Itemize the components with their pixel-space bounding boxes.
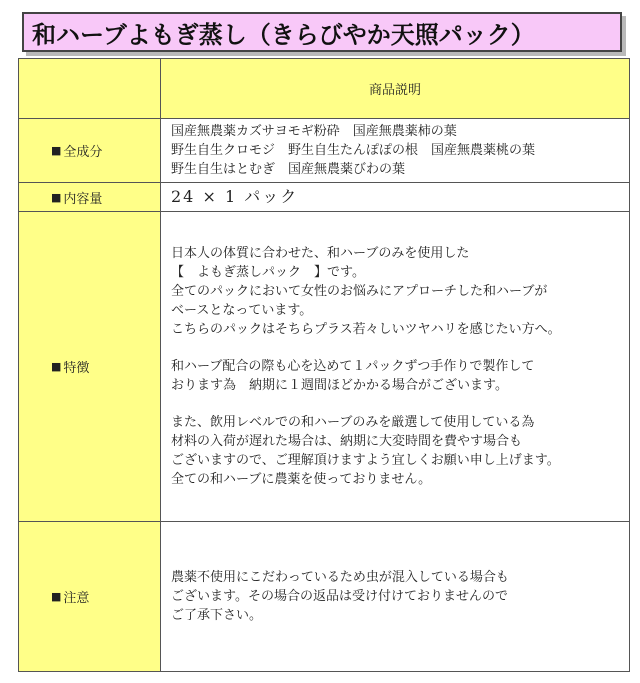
features-line: 日本人の体質に合わせた、和ハーブのみを使用した: [171, 246, 470, 261]
quantity-label: 内容量: [63, 191, 103, 207]
caution-line: ご了承下さい。: [171, 608, 263, 623]
features-line: 和ハーブ配合の際も心を込めて１パックずつ手作りで製作して: [171, 359, 535, 374]
ingredients-content: [161, 119, 630, 183]
features-line: また、飲用レベルでの和ハーブのみを厳選して使用している為: [171, 415, 535, 430]
features-line: おります為 納期に１週間ほどかかる場合がございます。: [171, 378, 508, 393]
table-header-row: [19, 59, 630, 119]
ingredients-line: 野生自生クロモジ 野生自生たんぽぽの根 国産無農薬桃の葉: [171, 143, 536, 158]
ingredients-label: 全成分: [63, 145, 103, 160]
quantity-label-cell: [19, 183, 161, 212]
features-line: 全ての和ハーブに農薬を使っておりません。: [171, 472, 432, 487]
square-bullet-icon: ■: [51, 190, 62, 204]
ingredients-line: 野生自生はとむぎ 国産無農薬びわの葉: [171, 162, 406, 177]
features-line: ベースとなっています。: [171, 303, 313, 318]
square-bullet-icon: ■: [51, 144, 62, 157]
square-bullet-icon: ■: [51, 590, 62, 603]
quantity-row: [19, 183, 630, 212]
caution-content: [161, 522, 630, 672]
ingredients-row: [19, 119, 630, 183]
product-spec-table: [18, 58, 630, 672]
title-banner: [22, 12, 622, 52]
paragraph-gap: [171, 339, 629, 357]
features-line: 材料の入荷が遅れた場合は、納期に大変時間を費やす場合も: [171, 434, 523, 449]
features-row: [19, 212, 630, 522]
ingredients-line: 国産無農薬カズサヨモギ粉砕 国産無農薬柿の葉: [171, 124, 457, 139]
header-label-empty: [19, 59, 161, 119]
features-label: 特徴: [63, 361, 90, 376]
page-title: 和ハーブよもぎ蒸し（きらびやか天照パック）: [32, 20, 535, 49]
quantity-value: 24 × 1 パック: [171, 186, 299, 206]
features-line: ございますので、ご理解頂けますよう宜しくお願い申し上げます。: [171, 453, 560, 468]
features-content: [161, 212, 630, 522]
caution-row: [19, 522, 630, 672]
ingredients-label-cell: [19, 119, 161, 183]
quantity-content: [161, 183, 630, 212]
caution-line: ございます。その場合の返品は受け付けておりませんので: [171, 589, 508, 604]
caution-label-cell: [19, 522, 161, 672]
features-line: 【 よもぎ蒸しパック 】です。: [171, 265, 365, 280]
caution-line: 農薬不使用にこだわっているため虫が混入している場合も: [171, 570, 509, 585]
features-line: 全てのパックにおいて女性のお悩みにアプローチした和ハーブが: [171, 284, 548, 299]
caution-label: 注意: [63, 591, 90, 606]
features-line: こちらのパックはそちらプラス若々しいツヤハリを感じたい方へ。: [171, 322, 561, 337]
table-header: 商品説明: [161, 59, 630, 119]
features-label-cell: [19, 212, 161, 522]
paragraph-gap: [171, 395, 629, 413]
square-bullet-icon: ■: [51, 360, 62, 373]
